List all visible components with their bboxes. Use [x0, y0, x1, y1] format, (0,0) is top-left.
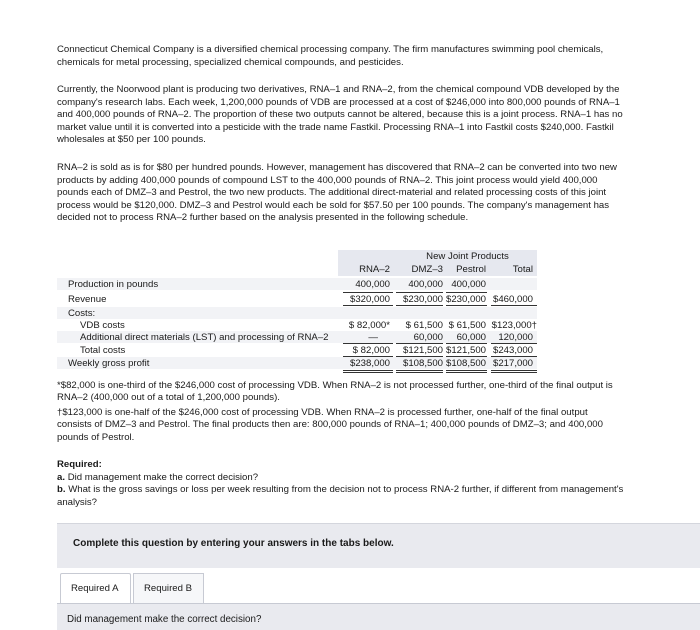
- row-background: [57, 307, 537, 319]
- required-b-text: What is the gross savings or loss per week resulting from the decision not to process RNA-2 further, if different from management's analysis?: [57, 484, 624, 508]
- tab-required-b[interactable]: Required B: [133, 573, 204, 603]
- column-rna2: RNA–2: [359, 264, 390, 275]
- label-production: Production in pounds: [68, 279, 159, 290]
- required-b-prefix: b.: [57, 484, 66, 496]
- cell-profit-total: $217,000: [492, 358, 533, 369]
- tab-required-a[interactable]: Required A: [60, 573, 131, 603]
- column-total: Total: [512, 264, 533, 275]
- rule: [446, 370, 487, 373]
- column-pestrol: Pestrol: [456, 264, 486, 275]
- intro-paragraph-1: Connecticut Chemical Company is a diversified chemical processing company. The firm manufactures swimming pool chemicals, chemicals for metal processing, specialized chemical compounds, and pesticides.: [57, 44, 604, 68]
- cell-revenue-total: $460,000: [492, 294, 533, 305]
- rule: [491, 343, 537, 344]
- required-a-prefix: a.: [57, 471, 66, 483]
- analysis-schedule: [57, 250, 537, 372]
- rule: [343, 370, 393, 373]
- answer-prompt-bar: [57, 603, 700, 630]
- instruction-text: Complete this question by entering your answers in the tabs below.: [73, 538, 394, 549]
- answer-prompt: Did management make the correct decision?: [67, 614, 262, 625]
- group-header: New Joint Products: [426, 251, 509, 262]
- cell-vdb-total: $123,000†: [491, 320, 537, 331]
- label-revenue: Revenue: [68, 294, 107, 305]
- rule: [396, 370, 443, 373]
- instruction-box: [57, 523, 700, 568]
- cell-profit-rna2: $238,000: [349, 358, 390, 369]
- cell-lst-dmz3: 60,000: [413, 332, 443, 343]
- intro-paragraph-2: Currently, the Noorwood plant is producing two derivatives, RNA–1 and RNA–2, from the chemical compound VDB developed by the company's research labs. Each week, 1,200,000 pounds of VDB are processed at a cost of $246,000 into 800,000 pounds of RNA–1 and 400,000 pounds of RNA–2. The proportion of these two outputs cannot be altered, because this is a joint process. RNA–1 has no market value until it is converted into a pesticide with the trade name Fastkil. Processing RNA–1 into Fastkil costs $240,000. Fastkil wholesales at $50 per 100 pounds.: [57, 84, 623, 146]
- rule: [446, 305, 487, 306]
- footnote-asterisk: *$82,000 is one-third of the $246,000 cost of processing VDB. When RNA–2 is not processed further, one-third of the final output is RNA–2 (400,000 out of a total of 1,200,000 pounds).: [57, 380, 613, 404]
- cell-revenue-pestrol: $230,000: [445, 294, 486, 305]
- cell-total-costs-rna2: $ 82,000: [352, 345, 390, 356]
- cell-revenue-rna2: $320,000: [349, 294, 390, 305]
- required-a-text: Did management make the correct decision?: [67, 471, 259, 483]
- cell-lst-pestrol: 60,000: [456, 332, 486, 343]
- cell-total-costs-dmz3: $121,500: [402, 345, 443, 356]
- label-vdb-costs: VDB costs: [80, 320, 125, 331]
- cell-vdb-pestrol: $ 61,500: [448, 320, 486, 331]
- rule: [396, 305, 443, 306]
- cell-profit-dmz3: $108,500: [402, 358, 443, 369]
- required-heading: Required:: [57, 459, 102, 470]
- cell-production-pestrol: 400,000: [451, 279, 486, 290]
- cell-vdb-dmz3: $ 61,500: [405, 320, 443, 331]
- cell-lst-total: 120,000: [498, 332, 533, 343]
- footnote-dagger: †$123,000 is one-half of the $246,000 cost of processing VDB. When RNA–2 is processed further, one-half of the final output consists of DMZ–3 and Pestrol. The final products then are: 800,000 pounds of RNA–1; 400,000 pounds of DMZ–3; and 400,000 pounds of Pestrol.: [57, 407, 603, 443]
- required-a: [57, 472, 627, 485]
- intro-paragraph-3: RNA–2 is sold as is for $80 per hundred pounds. However, management has discovered that RNA–2 can be converted into two new products by adding 400,000 pounds of compound LST to the 400,000 pounds of RNA–2. This joint process would yield 400,000 pounds each of DMZ–3 and Pestrol, the two new products. The additional direct-material and related processing costs of this joint process would be $120,000. DMZ–3 and Pestrol would each be sold for $57.50 per 100 pounds. The company's management has decided not to process RNA–2 further based on the analysis presented in the following schedule.: [57, 162, 617, 224]
- cell-production-dmz3: 400,000: [408, 279, 443, 290]
- label-weekly-gross-profit: Weekly gross profit: [68, 358, 150, 369]
- required-section: [57, 459, 627, 509]
- cell-vdb-rna2: $ 82,000*: [348, 320, 390, 331]
- cell-profit-pestrol: $108,500: [445, 358, 486, 369]
- rule: [446, 343, 487, 344]
- label-total-costs: Total costs: [80, 345, 126, 356]
- cell-total-costs-total: $243,000: [492, 345, 533, 356]
- label-lst: Additional direct materials (LST) and processing of RNA–2: [80, 332, 329, 343]
- cell-revenue-dmz3: $230,000: [402, 294, 443, 305]
- cell-lst-rna2: —: [368, 332, 378, 343]
- cell-total-costs-pestrol: $121,500: [445, 345, 486, 356]
- rule: [446, 292, 487, 293]
- required-b: [57, 484, 627, 509]
- rule: [491, 370, 537, 373]
- rule: [491, 305, 537, 306]
- rule: [343, 292, 393, 293]
- rule: [396, 292, 443, 293]
- rule: [343, 343, 393, 344]
- column-dmz3: DMZ–3: [411, 264, 443, 275]
- rule: [396, 343, 443, 344]
- label-costs: Costs:: [68, 308, 96, 319]
- rule: [343, 305, 393, 306]
- cell-production-rna2: 400,000: [355, 279, 390, 290]
